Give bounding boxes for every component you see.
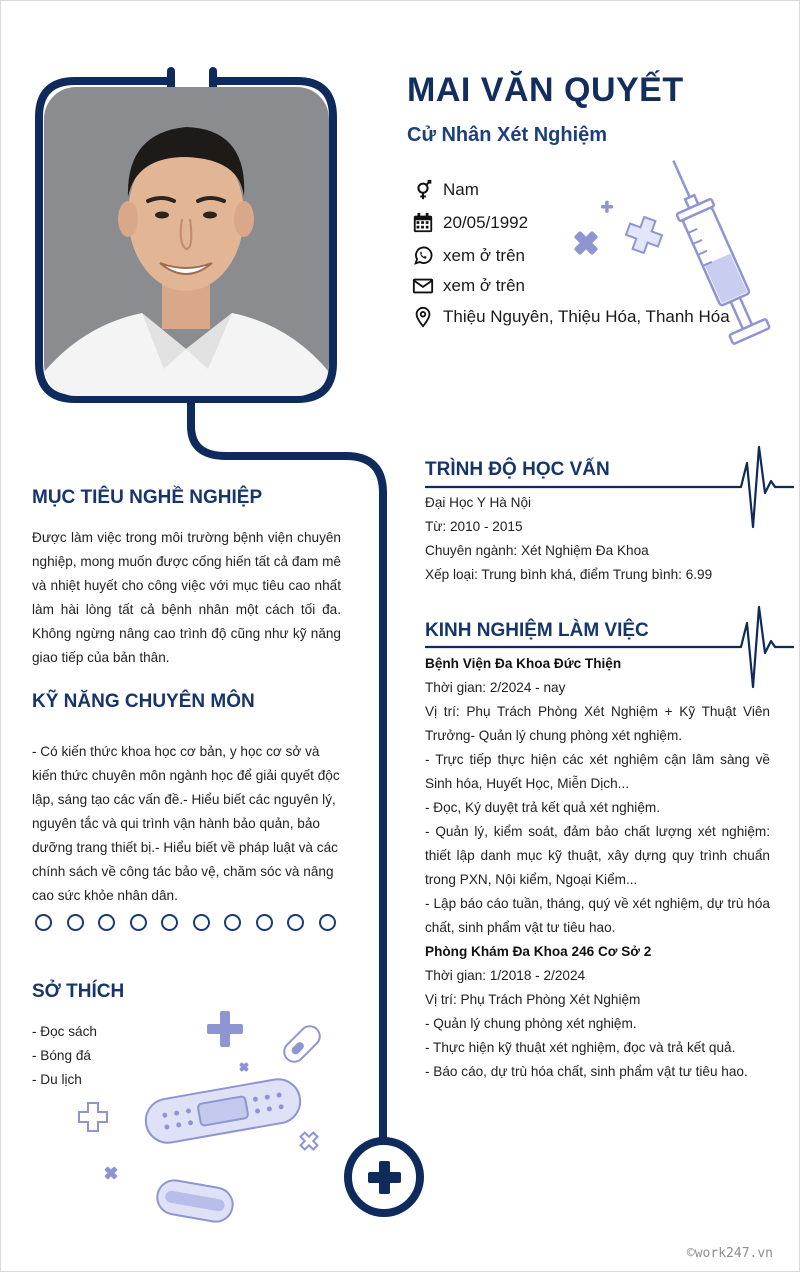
job-detail: - Quản lý, kiểm soát, đảm bảo chất lượng xét nghiệm: thiết lập danh mục kỹ thuật, xây dựng quy trình chuẩn trong PXN, Nội kiểm, Ngoại Kiểm... bbox=[425, 824, 770, 887]
info-phone bbox=[411, 244, 525, 268]
pill-icon bbox=[155, 1178, 236, 1225]
address-text: Thiệu Nguyên, Thiệu Hóa, Thanh Hóa bbox=[443, 307, 730, 326]
gender-icon bbox=[411, 178, 435, 202]
cross-outline-icon bbox=[296, 1128, 321, 1153]
job-time: Thời gian: 1/2018 - 2/2024 bbox=[425, 968, 586, 983]
plus-outline-icon bbox=[622, 213, 666, 257]
cross-icon-small bbox=[101, 1163, 121, 1183]
profile-name: MAI VĂN QUYẾT bbox=[407, 71, 684, 109]
plus-icon-bandage bbox=[207, 1011, 243, 1047]
experience-heading: KINH NGHIỆM LÀM VIỆC bbox=[425, 620, 649, 641]
bandage-icon bbox=[142, 1076, 303, 1146]
watermark: ©work247.vn bbox=[686, 1246, 773, 1261]
email-text: xem ở trên bbox=[443, 276, 526, 295]
plus-outline-icon-small bbox=[79, 1103, 107, 1131]
dots-divider bbox=[35, 914, 336, 931]
education-content bbox=[425, 491, 770, 587]
info-address bbox=[411, 305, 730, 329]
job-detail: - Thực hiện kỹ thuật xét nghiệm, đọc và trả kết quả. bbox=[425, 1040, 736, 1055]
education-line: Xếp loại: Trung bình khá, điểm Trung bình: 6.99 bbox=[425, 567, 713, 582]
whatsapp-icon bbox=[411, 244, 435, 268]
gender-text: Nam bbox=[443, 180, 479, 199]
education-line: Đại Học Y Hà Nội bbox=[425, 495, 532, 510]
education-line: Chuyên ngành: Xét Nghiệm Đa Khoa bbox=[425, 543, 649, 558]
education-line: Từ: 2010 - 2015 bbox=[425, 519, 523, 534]
hobbies-heading: SỞ THÍCH bbox=[32, 981, 125, 1002]
hobby-item: - Đọc sách bbox=[32, 1024, 97, 1039]
skills-heading: KỸ NĂNG CHUYÊN MÔN bbox=[32, 691, 255, 712]
job-detail: Vị trí: Phụ Trách Phòng Xét Nghiệm + Kỹ Thuật Viên Trưởng- Quản lý chung phòng xét nghiệm. bbox=[425, 704, 770, 743]
location-icon bbox=[411, 305, 435, 329]
info-birthday bbox=[411, 211, 528, 235]
small-plus-icon bbox=[601, 201, 613, 213]
job-detail: - Đọc, Ký duyệt trả kết quả xét nghiệm. bbox=[425, 800, 660, 815]
hobby-item: - Bóng đá bbox=[32, 1048, 91, 1063]
objective-heading: MỤC TIÊU NGHỀ NGHIỆP bbox=[32, 487, 263, 508]
birthday-text: 20/05/1992 bbox=[443, 213, 529, 232]
job-company: Phòng Khám Đa Khoa 246 Cơ Sở 2 bbox=[425, 944, 652, 959]
job-detail: - Lập báo cáo tuần, tháng, quý về xét nghiệm, dự trù hóa chất, sinh phẩm vật tư tiêu hao. bbox=[425, 896, 770, 935]
cross-icon-tiny bbox=[237, 1060, 251, 1074]
profile-title: Cử Nhân Xét Nghiệm bbox=[407, 124, 608, 146]
phone-text: xem ở trên bbox=[443, 246, 526, 265]
info-gender bbox=[411, 178, 479, 202]
cross-icon bbox=[568, 225, 605, 262]
job-company: Bệnh Viện Đa Khoa Đức Thiện bbox=[425, 656, 622, 671]
education-heading: TRÌNH ĐỘ HỌC VẤN bbox=[425, 459, 610, 480]
experience-content bbox=[425, 652, 770, 1084]
info-email bbox=[411, 274, 525, 298]
objective-text: Được làm việc trong môi trường bệnh viện chuyên nghiệp, mong muốn được cống hiến tất cả đam mê và nhiệt huyết cho công việc với mục tiêu cao nhất làm hài lòng tất cả bệnh nhân một cách tối đa. Không ngừng nâng cao trình độ cũng như kỹ năng giao tiếp của bản thân. bbox=[32, 530, 341, 665]
mail-icon bbox=[411, 274, 435, 298]
job-detail: - Trực tiếp thực hiện các xét nghiệm cận lâm sàng về Sinh hóa, Huyết Học, Miễn Dịch... bbox=[425, 752, 770, 791]
calendar-icon bbox=[411, 211, 435, 235]
profile-photo bbox=[44, 87, 329, 396]
hobby-item: - Du lịch bbox=[32, 1072, 82, 1087]
job-time: Thời gian: 2/2024 - nay bbox=[425, 680, 566, 695]
capsule-icon bbox=[280, 1022, 324, 1066]
job-detail: Vị trí: Phụ Trách Phòng Xét Nghiệm bbox=[425, 992, 641, 1007]
hobbies-list bbox=[32, 1020, 97, 1092]
job-detail: - Quản lý chung phòng xét nghiệm. bbox=[425, 1016, 637, 1031]
job-detail: - Báo cáo, dự trù hóa chất, sinh phẩm vật tư tiêu hao. bbox=[425, 1064, 748, 1079]
skills-text: - Có kiến thức khoa học cơ bản, y học cơ sở và kiến thức chuyên môn ngành học để giải quyết độc lập, sáng tạo các vấn đề.- Hiểu biết các nguyên lý, nguyên tắc và qui trình vận hành bảo quản, bảo dưỡng trang thiết bị.- Hiểu biết về pháp luật và các chính sách về công tác bảo vệ, chăm sóc và nâng cao sức khỏe nhân dân. bbox=[32, 744, 340, 903]
